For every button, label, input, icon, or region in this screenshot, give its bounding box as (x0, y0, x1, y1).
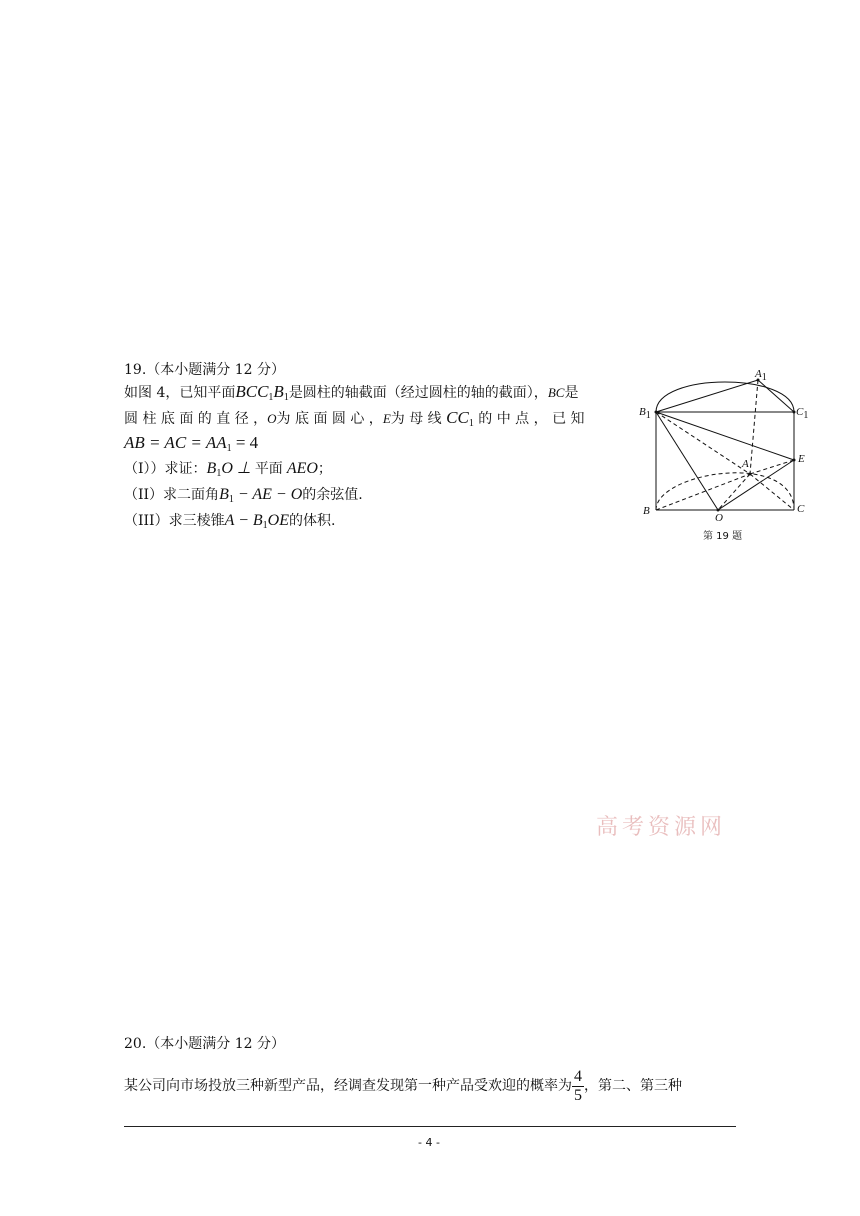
label-o: O (715, 512, 723, 524)
point-b1 (655, 411, 658, 414)
edge-ae (750, 460, 794, 474)
q19-header: 19.（本小题满分 12 分） (124, 362, 285, 378)
page-number: - 4 - (418, 1136, 440, 1149)
q20-fraction: $\frac{4}{5}$ (574, 1067, 582, 1104)
q20-line1: 某公司向市场投放三种新型产品，经调查发现第一种产品受欢迎的概率为 $\frac{4}{5}$ ，第二、第三种 (124, 1067, 682, 1104)
q19-part2-math: $B_1$ − AE − O (219, 486, 303, 505)
label-a1: A1 (755, 368, 767, 383)
point-e (793, 459, 796, 462)
base-ellipse (656, 473, 794, 510)
q19-line1 (124, 382, 578, 408)
cylinder-figure (636, 364, 816, 544)
label-c: C (797, 503, 805, 515)
q19-line1-text-b: 是圆柱的轴截面（经过圆柱的轴的截面）， (288, 385, 548, 401)
edge-b1o (656, 412, 718, 510)
q19-part2: （II）求二面角$B_1$ − AE − O的余弦值. (124, 486, 363, 505)
label-b: B (643, 505, 650, 517)
q19-cc1: $CC_1$ (446, 408, 474, 429)
q19-e: E (382, 411, 391, 426)
watermark-logo: 高考资源网 (596, 815, 727, 840)
edge-b1a (656, 412, 750, 474)
point-a (749, 473, 752, 476)
q19-part1-math: $B_1O$ ⊥ (206, 460, 255, 479)
footer-rule (124, 1126, 736, 1127)
q19-line1-text-a: 如图 4，已知平面 (124, 385, 236, 401)
q19-part3-math: $A - B_1OE$ (224, 512, 289, 531)
q19-bc: BC (547, 385, 565, 400)
q19-line1-text-c: 是 (564, 385, 579, 401)
edge-a1c1 (758, 380, 794, 412)
q19-line2: 圆 柱 底 面 的 直 径 ，O为 底 面 圆 心 ，E为 母 线 $CC_1$ 的 中 点 ， 已 知 (124, 408, 585, 429)
q19-line3 (124, 433, 258, 459)
q19-equation: AB = AC = $AA_1 = 4$ (124, 433, 259, 454)
label-b1: B1 (639, 406, 651, 421)
edge-ac (750, 474, 794, 510)
q19-o: O (267, 411, 277, 426)
q19-part1: （I））求证：$B_1O$ ⊥ 平面 AEO； (124, 460, 332, 479)
edge-a1a (750, 380, 758, 474)
edge-b1a1 (656, 380, 758, 412)
q20-header: 20.（本小题满分 12 分） (124, 1036, 285, 1052)
figure-caption: 第 19 题 (703, 531, 743, 542)
edge-b1e (656, 412, 794, 460)
label-e: E (798, 453, 805, 465)
edge-ba (656, 474, 750, 510)
q19-part3: （III）求三棱锥$A - B_1OE$的体积. (124, 512, 336, 531)
top-arc (656, 382, 794, 412)
label-c1: C1 (796, 406, 809, 421)
q19-plane-math: $BCC_1B_1$ (235, 382, 289, 403)
label-a: A (742, 458, 749, 470)
